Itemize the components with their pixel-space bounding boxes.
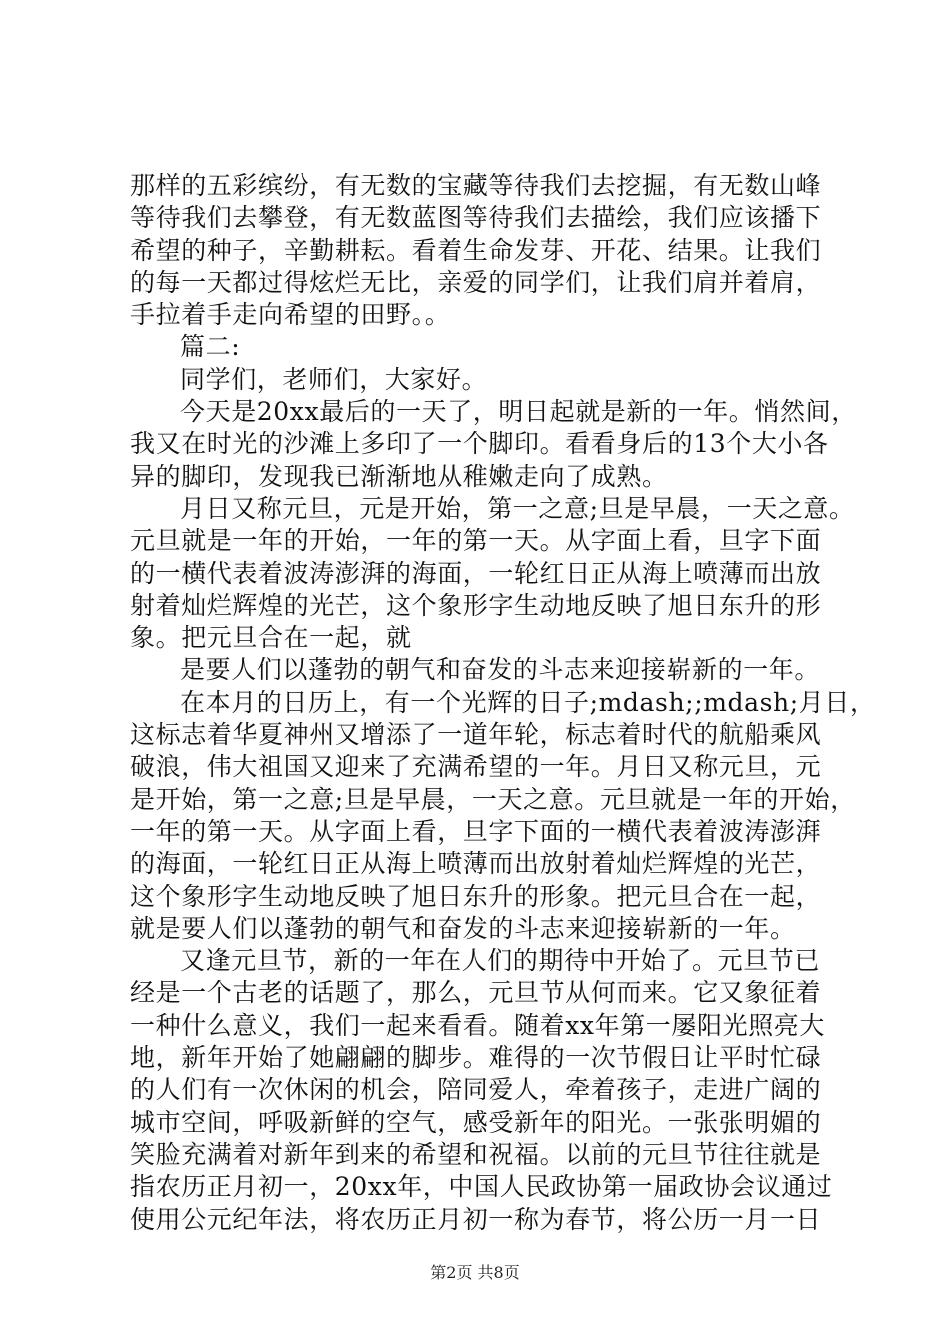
text-line: 一种什么意义，我们一起来看看。随着xx年第一屡阳光照亮大	[130, 1010, 826, 1040]
text-line: 使用公元纪年法，将农历正月初一称为春节，将公历一月一日	[130, 1204, 822, 1234]
text-line: 城市空间，呼吸新鲜的空气，感受新年的阳光。一张张明媚的	[130, 1107, 822, 1137]
text-line: 笑脸充满着对新年到来的希望和祝福。以前的元旦节往往就是	[130, 1139, 822, 1169]
text-line: 象。把元旦合在一起，就	[130, 623, 412, 653]
text-line: 我又在时光的沙滩上多印了一个脚印。看看身后的13个大小各	[130, 429, 829, 459]
text-line: 在本月的日历上，有一个光辉的日子;mdash;;mdash;月日，	[180, 687, 876, 717]
text-line: 又逢元旦节，新的一年在人们的期待中开始了。元旦节已	[180, 946, 821, 976]
text-line: 指农历正月初一，20xx年，中国人民政协第一届政协会议通过	[130, 1172, 833, 1202]
text-line: 是开始，第一之意;旦是早晨，一天之意。元旦就是一年的开始，	[130, 784, 856, 814]
text-line: 的人们有一次休闲的机会，陪同爱人，牵着孩子，走进广阔的	[130, 1075, 822, 1105]
text-line: 的一横代表着波涛澎湃的海面，一轮红日正从海上喷薄而出放	[130, 558, 822, 588]
text-line: 元旦就是一年的开始，一年的第一天。从字面上看，旦字下面	[130, 526, 822, 556]
text-line: 的海面，一轮红日正从海上喷薄而出放射着灿烂辉煌的光芒，	[130, 849, 822, 879]
page-footer: 第2页 共8页	[430, 1263, 520, 1282]
text-line: 篇二:	[180, 332, 241, 362]
text-line: 是要人们以蓬勃的朝气和奋发的斗志来迎接崭新的一年。	[180, 655, 821, 685]
body-text	[130, 170, 876, 1236]
text-line: 就是要人们以蓬勃的朝气和奋发的斗志来迎接崭新的一年。	[130, 913, 796, 943]
text-line: 同学们，老师们，大家好。	[180, 364, 488, 394]
text-line: 这个象形字生动地反映了旭日东升的形象。把元旦合在一起，	[130, 881, 822, 911]
text-line: 地，新年开始了她翩翩的脚步。难得的一次节假日让平时忙碌	[130, 1043, 822, 1073]
text-line: 经是一个古老的话题了，那么，元旦节从何而来。它又象征着	[130, 978, 822, 1008]
text-line: 那样的五彩缤纷，有无数的宝藏等待我们去挖掘，有无数山峰	[130, 171, 822, 200]
text-line: 希望的种子，辛勤耕耘。看着生命发芽、开花、结果。让我们	[130, 235, 822, 265]
text-line: 今天是20xx最后的一天了，明日起就是新的一年。悄然间，	[180, 397, 857, 427]
text-line: 的每一天都过得炫烂无比，亲爱的同学们，让我们肩并着肩，	[130, 267, 822, 297]
text-line: 射着灿烂辉煌的光芒，这个象形字生动地反映了旭日东升的形	[130, 590, 822, 620]
text-line: 异的脚印，发现我已渐渐地从稚嫩走向了成熟。	[130, 461, 668, 491]
text-line: 手拉着手走向希望的田野。。	[130, 300, 451, 330]
text-line: 一年的第一天。从字面上看，旦字下面的一横代表着波涛澎湃	[130, 816, 822, 846]
text-line: 这标志着华夏神州又增添了一道年轮，标志着时代的航船乘风	[130, 720, 822, 750]
text-line: 等待我们去攀登，有无数蓝图等待我们去描绘，我们应该播下	[130, 203, 822, 233]
text-line: 月日又称元旦，元是开始，第一之意;旦是早晨，一天之意。	[180, 493, 855, 523]
text-line: 破浪，伟大祖国又迎来了充满希望的一年。月日又称元旦，元	[130, 752, 822, 782]
